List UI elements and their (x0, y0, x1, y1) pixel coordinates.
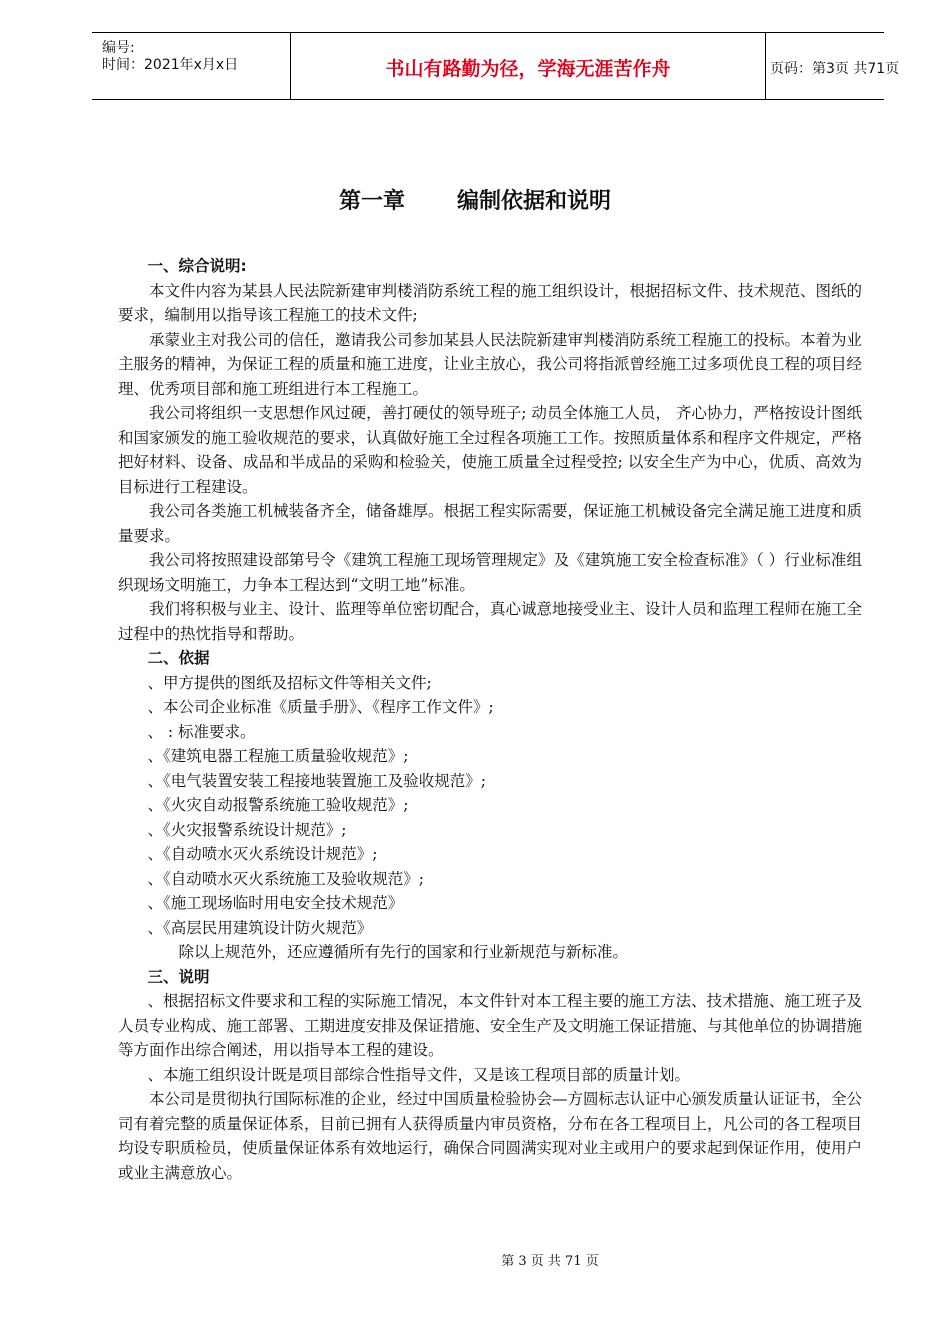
list-item: 、《高层民用建筑设计防火规范》 (147, 918, 373, 937)
paragraph: 我们将积极与业主、设计、监理等单位密切配合，真心诚意地接受业主、设计人员和监理工程师在施工全过程中的热忱指导和帮助。 (118, 600, 863, 643)
list-item: 、《自动喷水灭火系统设计规范》; (147, 845, 378, 863)
paragraph: 承蒙业主对我公司的信任，邀请我公司参加某县人民法院新建审判楼消防系统工程施工的投标。本着为业主服务的精神，为保证工程的质量和施工进度，让业主放心，我公司将指派曾经施工过多项优良工程的项目经理、优秀项目部和施工班组进行本工程施工。 (118, 330, 863, 398)
section-heading: 二、依据 (147, 649, 210, 667)
paragraph: 我公司将组织一支思想作风过硬，善打硬仗的领导班子; 动员全体施工人员， 齐心协力，严格按设计图纸和国家颁发的施工验收规范的要求，认真做好施工全过程各项施工工作。按照质量体系和程序文件规定，严格把好材料、设备、成品和半成品的采购和检验关，使施工质量全过程受控; 以安全生产为中心，优质、高效为目标进行工程建设。 (118, 404, 863, 496)
paragraph: 除以上规范外，还应遵循所有先行的国家和行业新规范与新标准。 (178, 943, 628, 961)
list-item: 、《火灾自动报警系统施工验收规范》; (147, 796, 409, 814)
page-footer: 第 3 页 共 71 页 (501, 1254, 599, 1269)
list-item: 、《施工现场临时用电安全技术规范》 (147, 894, 404, 912)
list-item: 、 : 标准要求。 (147, 722, 256, 741)
chapter-number: 第一章 (338, 189, 405, 214)
chapter-title (0, 184, 950, 215)
serial-label: 编号: (102, 40, 135, 56)
motto-text: 书山有路勤为径，学海无涯苦作舟 (385, 58, 671, 80)
paragraph: 我公司将按照建设部第号令《建筑工程施工现场管理规定》及《建筑施工安全检查标准》（ ）行业标准组织现场文明施工，力争本工程达到“文明工地”标准。 (118, 551, 862, 594)
section-heading: 一、综合说明: (147, 257, 247, 275)
page-info: 页码：第3页 共71页 (770, 61, 900, 77)
document-body (118, 254, 862, 1185)
list-item: 、甲方提供的图纸及招标文件等相关文件; (147, 673, 432, 692)
list-item: 、《电气装置安装工程接地装置施工及验收规范》; (147, 771, 486, 790)
page-header (92, 32, 900, 100)
list-item: 、《自动喷水灭火系统施工及验收规范》; (147, 869, 424, 888)
paragraph: 、本施工组织设计既是项目部综合性指导文件，又是该工程项目部的质量计划。 (147, 1065, 690, 1084)
header-page-cell (764, 33, 900, 99)
header-motto-cell (290, 33, 766, 99)
chapter-name: 编制依据和说明 (457, 189, 612, 214)
paragraph: 本文件内容为某县人民法院新建审判楼消防系统工程的施工组织设计，根据招标文件、技术规范、图纸的要求，编制用以指导该工程施工的技术文件; (118, 281, 863, 324)
list-item: 、《火灾报警系统设计规范》; (147, 820, 347, 839)
paragraph: 我公司各类施工机械装备齐全，储备雄厚。根据工程实际需要，保证施工机械设备完全满足施工进度和质量要求。 (118, 502, 863, 545)
paragraph: 本公司是贯彻执行国际标准的企业，经过中国质量检验协会—方圆标志认证中心颁发质量认证证书，全公司有着完整的质量保证体系，目前已拥有人获得质量内审员资格，分布在各工程项目上，凡公司的各工程项目均设专职质检员，使质量保证体系有效地运行，确保合同圆满实现对业主或用户的要求起到保证作用，使用户或业主满意放心。 (118, 1090, 863, 1182)
header-meta-cell (92, 33, 290, 99)
time-label: 时间：2021年x月x日 (102, 57, 239, 73)
list-item: 、《建筑电器工程施工质量验收规范》; (147, 747, 409, 765)
section-heading: 三、说明 (147, 967, 210, 986)
paragraph: 、根据招标文件要求和工程的实际施工情况，本文件针对本工程主要的施工方法、技术措施、施工班子及人员专业构成、施工部署、工期进度安排及保证措施、安全生产及文明施工保证措施、与其他单位的协调措施等方面作出综合阐述，用以指导本工程的建设。 (118, 992, 863, 1059)
list-item: 、本公司企业标准《质量手册》、《程序工作文件》; (147, 698, 494, 716)
